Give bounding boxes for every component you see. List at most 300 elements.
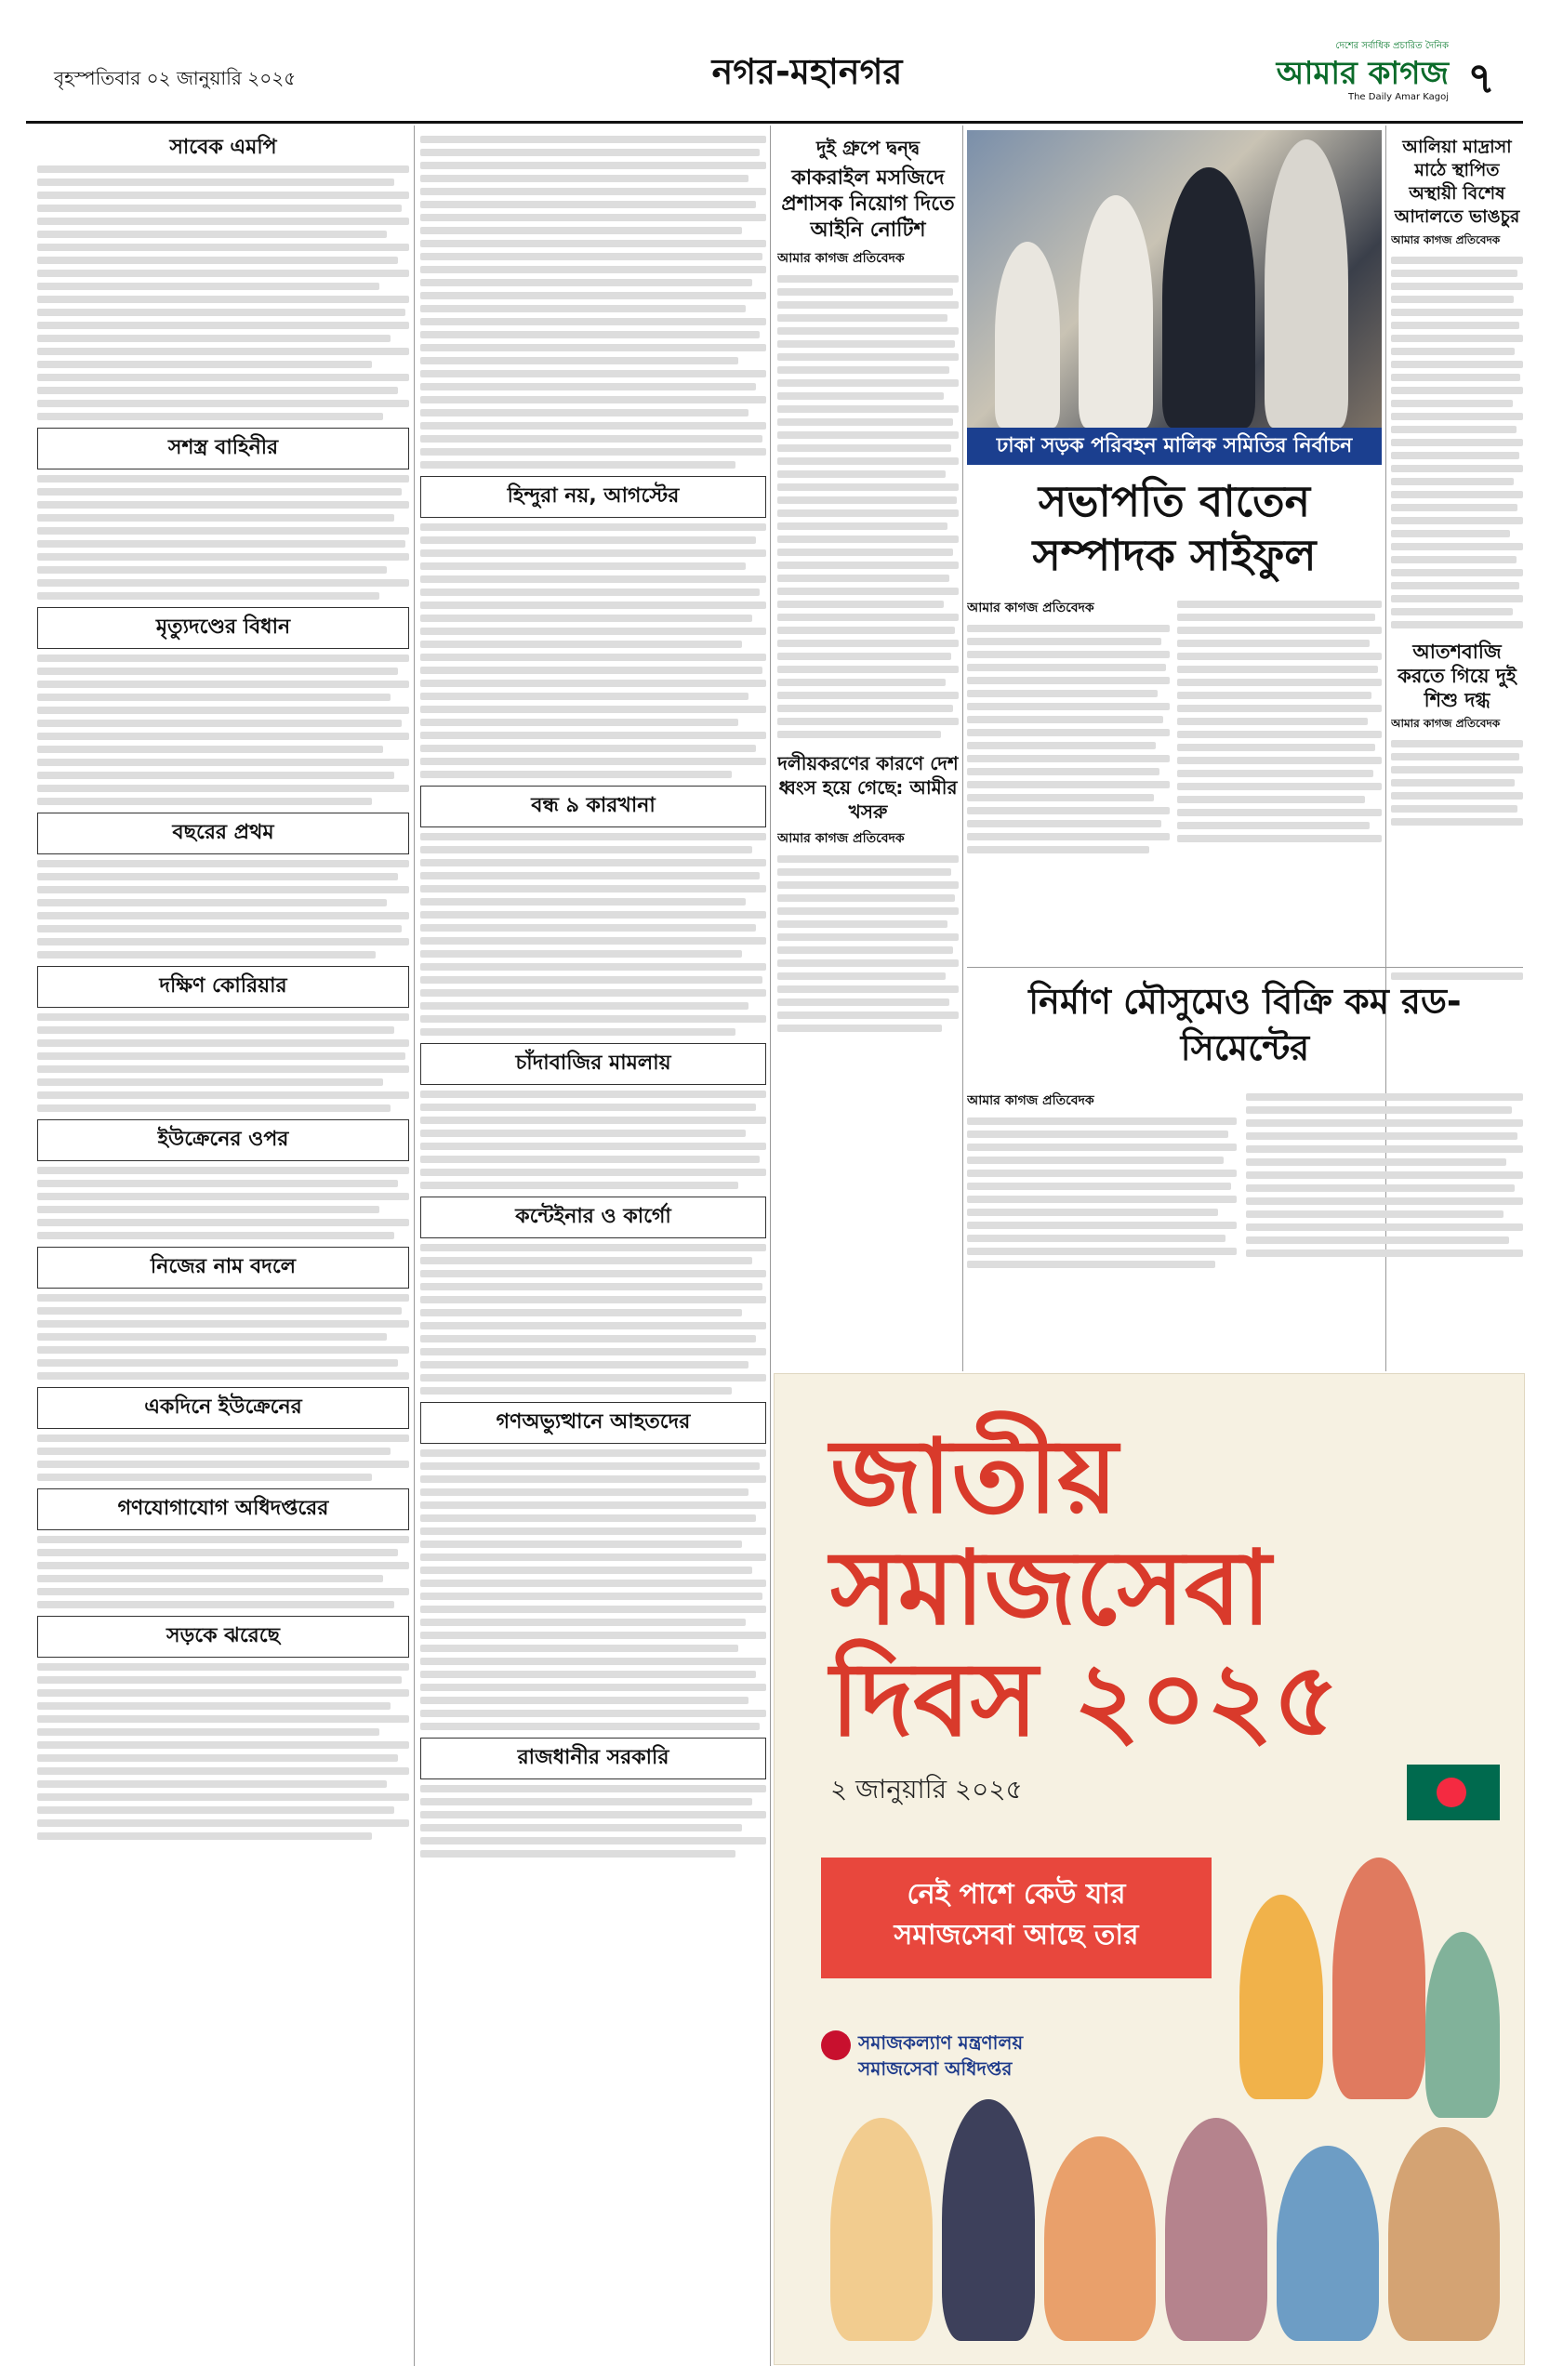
text-block bbox=[1177, 692, 1371, 699]
text-block bbox=[37, 681, 409, 688]
text-block bbox=[420, 1028, 735, 1036]
text-block bbox=[967, 755, 1170, 762]
text-block bbox=[37, 413, 383, 420]
text-block bbox=[1391, 556, 1517, 563]
photo-caption: ঢাকা সড়ক পরিবহন মালিক সমিতির নির্বাচন bbox=[967, 428, 1382, 465]
text-block bbox=[37, 374, 409, 381]
text-block bbox=[420, 214, 766, 221]
text-block bbox=[37, 798, 372, 805]
text-block bbox=[420, 1449, 766, 1457]
text-block bbox=[1391, 413, 1523, 420]
column-2 bbox=[420, 130, 766, 2366]
text-block bbox=[1391, 309, 1523, 316]
text-block bbox=[1391, 491, 1523, 498]
text-block bbox=[37, 335, 391, 342]
text-block bbox=[777, 868, 951, 876]
text-block bbox=[37, 1663, 409, 1671]
text-block bbox=[777, 314, 947, 322]
text-block bbox=[1177, 809, 1382, 816]
header-rule bbox=[26, 121, 1523, 124]
text-block bbox=[1177, 718, 1368, 725]
text-block bbox=[420, 1671, 756, 1678]
text-block bbox=[777, 679, 946, 686]
text-block bbox=[37, 1307, 402, 1315]
text-block bbox=[37, 1219, 409, 1226]
text-block bbox=[1177, 731, 1382, 738]
event-photo bbox=[967, 130, 1382, 465]
text-block bbox=[1391, 465, 1523, 472]
text-block bbox=[777, 483, 959, 491]
text-block bbox=[420, 1361, 749, 1368]
text-block bbox=[37, 283, 379, 290]
story-heading: দক্ষিণ কোরিয়ার bbox=[37, 966, 409, 1008]
text-block bbox=[37, 1333, 387, 1341]
text-block bbox=[1177, 653, 1382, 660]
text-block bbox=[37, 654, 409, 662]
text-block bbox=[1391, 387, 1523, 394]
text-block bbox=[420, 461, 735, 469]
text-block bbox=[1177, 640, 1370, 647]
text-block bbox=[420, 1798, 752, 1805]
text-block bbox=[1177, 744, 1375, 751]
byline: আমার কাগজ প্রতিবেদক bbox=[967, 601, 1094, 615]
government-emblem-icon bbox=[821, 2030, 851, 2060]
text-block bbox=[777, 666, 959, 673]
illustration-figure bbox=[830, 2118, 933, 2341]
text-block bbox=[420, 833, 766, 840]
story-heading: দলীয়করণের কারণে দেশ ধ্বংস হয়ে গেছে: আমীর খসরু bbox=[777, 752, 959, 823]
text-block bbox=[420, 344, 766, 351]
text-block bbox=[420, 357, 738, 364]
text-block bbox=[37, 1372, 409, 1380]
text-block bbox=[37, 527, 409, 535]
text-block bbox=[37, 938, 409, 945]
text-block bbox=[1391, 779, 1515, 787]
text-block bbox=[1177, 822, 1370, 829]
text-block bbox=[37, 925, 402, 932]
text-block bbox=[777, 1012, 959, 1019]
text-block bbox=[777, 549, 953, 556]
logo-tagline: দেশের সর্বাধিক প্রচারিত দৈনিক bbox=[1335, 41, 1449, 51]
text-block bbox=[967, 1130, 1228, 1138]
text-block bbox=[37, 592, 379, 600]
text-block bbox=[37, 178, 394, 186]
text-block bbox=[420, 615, 752, 622]
text-block bbox=[37, 1676, 402, 1684]
text-block bbox=[37, 1806, 394, 1814]
text-block bbox=[37, 192, 409, 199]
ad-department-name: সমাজসেবা অধিদপ্তর bbox=[858, 2057, 1013, 2080]
text-block bbox=[967, 1248, 1237, 1255]
text-block bbox=[420, 1309, 742, 1316]
text-block bbox=[420, 771, 732, 778]
text-block bbox=[420, 1374, 766, 1382]
column-3 bbox=[777, 130, 959, 1367]
text-block bbox=[420, 1824, 742, 1831]
text-block bbox=[420, 963, 766, 971]
text-block bbox=[37, 1206, 379, 1213]
text-block bbox=[37, 322, 409, 329]
text-block bbox=[967, 1222, 1237, 1229]
text-block bbox=[777, 470, 946, 478]
text-block bbox=[777, 1025, 942, 1032]
text-block bbox=[420, 1850, 735, 1858]
text-block bbox=[420, 422, 766, 430]
text-block bbox=[420, 448, 766, 456]
ad-title-line-1: জাতীয় bbox=[830, 1416, 1119, 1536]
text-block bbox=[420, 1567, 752, 1574]
text-block bbox=[37, 873, 398, 880]
text-block bbox=[37, 475, 409, 483]
newspaper-logo bbox=[1244, 39, 1449, 104]
byline: আমার কাগজ প্রতিবেদক bbox=[777, 831, 905, 846]
text-block bbox=[1177, 757, 1382, 764]
text-block bbox=[1391, 972, 1523, 980]
text-block bbox=[777, 855, 959, 863]
text-block bbox=[420, 693, 749, 700]
text-block bbox=[37, 1013, 409, 1021]
text-block bbox=[1391, 400, 1513, 407]
illustration-figure bbox=[1165, 2118, 1267, 2341]
text-block bbox=[37, 1232, 394, 1239]
text-block bbox=[777, 705, 953, 712]
text-block bbox=[420, 950, 742, 958]
text-block bbox=[777, 972, 946, 980]
text-block bbox=[967, 794, 1154, 801]
text-block bbox=[777, 522, 947, 530]
text-block bbox=[37, 912, 409, 919]
text-block bbox=[777, 379, 959, 387]
story-heading: আলিয়া মাদ্রাসা মাঠে স্থাপিত অস্থায়ী বিশেষ আদালতে ভাঙচুর bbox=[1394, 137, 1520, 227]
text-block bbox=[1177, 705, 1382, 712]
text-block bbox=[37, 694, 391, 701]
text-block bbox=[37, 361, 372, 368]
page-header bbox=[26, 26, 1523, 123]
text-block bbox=[420, 1104, 756, 1111]
text-block bbox=[37, 165, 409, 173]
text-block bbox=[37, 1346, 409, 1354]
text-block bbox=[37, 1715, 409, 1723]
text-block bbox=[1177, 679, 1382, 686]
text-block bbox=[37, 1435, 409, 1442]
story-heading: সড়কে ঝরেছে bbox=[37, 1616, 409, 1658]
text-block bbox=[420, 136, 766, 143]
text-block bbox=[420, 911, 766, 919]
text-block bbox=[37, 257, 398, 264]
text-block bbox=[420, 1540, 742, 1548]
text-block bbox=[777, 731, 941, 738]
text-block bbox=[1391, 740, 1523, 747]
illustration-figure bbox=[1239, 1895, 1323, 2099]
text-block bbox=[777, 881, 959, 889]
text-block bbox=[37, 309, 405, 316]
column-1 bbox=[37, 130, 409, 2366]
text-block bbox=[777, 907, 959, 915]
text-block bbox=[967, 742, 1156, 749]
text-block bbox=[37, 1461, 409, 1468]
text-block bbox=[967, 690, 1158, 697]
text-block bbox=[37, 1078, 383, 1086]
text-block bbox=[420, 1143, 766, 1150]
story-heading: হিন্দুরা নয়, আগস্টের bbox=[420, 476, 766, 518]
text-block bbox=[777, 588, 959, 595]
text-block bbox=[777, 444, 951, 452]
text-block bbox=[420, 549, 766, 557]
text-block bbox=[420, 1283, 762, 1290]
text-block bbox=[37, 1180, 398, 1187]
text-block bbox=[37, 1702, 391, 1710]
text-block bbox=[777, 431, 959, 439]
text-block bbox=[420, 885, 766, 892]
text-block bbox=[967, 781, 1170, 788]
text-block bbox=[37, 540, 405, 548]
text-block bbox=[420, 976, 762, 984]
text-block bbox=[967, 1117, 1237, 1125]
text-block bbox=[420, 279, 752, 286]
text-block bbox=[1391, 426, 1517, 433]
text-block bbox=[420, 1182, 738, 1189]
text-block bbox=[420, 706, 766, 713]
text-block bbox=[420, 1335, 756, 1342]
text-block bbox=[37, 746, 383, 753]
text-block bbox=[420, 149, 760, 156]
text-block bbox=[420, 305, 746, 312]
ad-title bbox=[830, 1416, 1340, 1759]
text-block bbox=[37, 1026, 394, 1034]
text-block bbox=[420, 680, 766, 687]
text-block bbox=[37, 860, 409, 867]
text-block bbox=[420, 1296, 766, 1303]
text-block bbox=[967, 807, 1170, 814]
text-block bbox=[420, 370, 766, 377]
text-block bbox=[37, 1767, 409, 1775]
text-block bbox=[777, 614, 959, 621]
story-heading: কাকরাইল মসজিদে প্রশাসক নিয়োগ দিতে আইনি নোটিশ bbox=[781, 166, 955, 242]
text-block bbox=[967, 716, 1163, 723]
text-block bbox=[1177, 614, 1375, 621]
text-block bbox=[420, 536, 756, 544]
text-block bbox=[1391, 504, 1517, 511]
text-block bbox=[37, 1562, 409, 1569]
text-block bbox=[420, 1785, 766, 1792]
text-block bbox=[967, 638, 1161, 645]
text-block bbox=[420, 162, 766, 169]
text-block bbox=[777, 301, 959, 309]
text-block bbox=[1177, 796, 1365, 803]
text-block bbox=[1391, 792, 1523, 800]
ad-title-line-2: সমাজসেবা bbox=[830, 1527, 1272, 1647]
text-block bbox=[1391, 296, 1514, 303]
social-service-day-ad bbox=[774, 1373, 1525, 2365]
text-block bbox=[420, 1606, 766, 1613]
story-heading: বন্ধ ৯ কারখানা bbox=[420, 786, 766, 827]
text-block bbox=[420, 409, 749, 416]
text-block bbox=[1391, 543, 1523, 550]
text-block bbox=[420, 1837, 766, 1844]
text-block bbox=[37, 231, 387, 238]
ad-ministry-name: সমাজকল্যাণ মন্ত্রণালয় bbox=[858, 2031, 1024, 2054]
text-block bbox=[420, 667, 762, 674]
text-block bbox=[37, 720, 402, 727]
text-block bbox=[1391, 608, 1513, 615]
text-block bbox=[420, 1580, 766, 1587]
text-block bbox=[1177, 666, 1378, 673]
text-block bbox=[37, 205, 402, 212]
text-block bbox=[967, 1183, 1231, 1190]
text-block bbox=[420, 1015, 766, 1023]
text-block bbox=[420, 872, 760, 879]
construction-headline: নির্মাণ মৌসুমেও বিক্রি কম রড-সিমেন্টের bbox=[1028, 981, 1462, 1068]
text-block bbox=[37, 348, 409, 355]
text-block bbox=[1391, 517, 1523, 524]
text-block bbox=[420, 628, 766, 635]
text-block bbox=[777, 692, 959, 699]
text-block bbox=[420, 435, 762, 443]
ad-title-line-3: দিবস ২০২৫ bbox=[830, 1639, 1340, 1759]
text-block bbox=[420, 575, 766, 583]
text-block bbox=[420, 1811, 766, 1818]
text-block bbox=[420, 396, 766, 403]
text-block bbox=[37, 1294, 409, 1302]
text-block bbox=[37, 759, 409, 766]
byline: আমার কাগজ প্রতিবেদক bbox=[1391, 233, 1501, 246]
text-block bbox=[967, 833, 1170, 840]
text-block bbox=[420, 588, 760, 596]
story-heading: চাঁদাবাজির মামলায় bbox=[420, 1043, 766, 1085]
text-block bbox=[420, 523, 766, 531]
text-block bbox=[37, 1320, 409, 1328]
text-block bbox=[420, 1527, 766, 1535]
text-block bbox=[777, 640, 959, 647]
text-block bbox=[967, 1144, 1237, 1151]
text-block bbox=[37, 1793, 409, 1801]
text-block bbox=[420, 758, 766, 765]
text-block bbox=[37, 244, 409, 251]
text-block bbox=[1177, 783, 1382, 790]
text-block bbox=[420, 937, 766, 945]
text-block bbox=[777, 509, 959, 517]
text-block bbox=[37, 1689, 409, 1697]
column-divider bbox=[770, 126, 771, 2366]
text-block bbox=[777, 366, 949, 374]
text-block bbox=[420, 175, 749, 182]
column-5 bbox=[1391, 130, 1523, 967]
text-block bbox=[37, 1474, 372, 1481]
story-kicker: দুই গ্রুপে দ্বন্দ্ব bbox=[815, 137, 920, 159]
text-block bbox=[37, 733, 409, 740]
text-block bbox=[1391, 621, 1523, 628]
text-block bbox=[37, 1754, 398, 1762]
text-block bbox=[37, 566, 387, 574]
text-block bbox=[420, 898, 746, 906]
ad-slogan-line-1: নেই পাশে কেউ যার bbox=[907, 1878, 1126, 1911]
text-block bbox=[420, 1387, 732, 1395]
text-block bbox=[777, 946, 953, 954]
text-block bbox=[1391, 818, 1523, 826]
illustration-figure bbox=[1277, 2146, 1379, 2341]
story-heading: আতশবাজি করতে গিয়ে দুই শিশু দগ্ধ bbox=[1398, 641, 1517, 711]
text-block bbox=[420, 292, 766, 299]
text-block bbox=[967, 1261, 1215, 1268]
text-block bbox=[37, 579, 409, 587]
person-figure bbox=[1162, 167, 1255, 428]
text-block bbox=[37, 1819, 409, 1827]
text-block bbox=[37, 1052, 405, 1060]
text-block bbox=[1391, 530, 1510, 537]
text-block bbox=[420, 1462, 760, 1470]
main-headline: সভাপতি বাতেন সম্পাদক সাইফুল bbox=[1032, 476, 1317, 580]
text-block bbox=[967, 820, 1161, 827]
text-block bbox=[37, 1601, 394, 1608]
text-block bbox=[1391, 595, 1523, 602]
text-block bbox=[420, 1554, 766, 1561]
text-block bbox=[777, 601, 944, 608]
text-block bbox=[37, 1741, 409, 1749]
text-block bbox=[420, 745, 756, 752]
text-block bbox=[37, 899, 387, 906]
text-block bbox=[777, 327, 959, 335]
text-block bbox=[37, 1728, 379, 1736]
text-block bbox=[420, 1710, 766, 1717]
text-block bbox=[37, 270, 409, 277]
text-block bbox=[37, 1065, 409, 1073]
text-block bbox=[420, 1723, 760, 1730]
illustration-figure bbox=[942, 2099, 1035, 2341]
text-block bbox=[37, 707, 409, 714]
illustration-figure bbox=[1425, 1932, 1500, 2118]
text-block bbox=[967, 625, 1170, 632]
text-block bbox=[1391, 335, 1523, 342]
text-block bbox=[420, 1002, 749, 1010]
story-heading: কন্টেইনার ও কার্গো bbox=[420, 1197, 766, 1238]
text-block bbox=[967, 1235, 1225, 1242]
text-block bbox=[420, 732, 766, 739]
text-block bbox=[1177, 627, 1382, 634]
text-block bbox=[420, 1514, 756, 1522]
page-number: ৭ bbox=[1467, 53, 1495, 103]
text-block bbox=[1391, 348, 1515, 355]
text-block bbox=[967, 703, 1170, 710]
text-block bbox=[420, 1501, 766, 1509]
byline: আমার কাগজ প্রতিবেদক bbox=[1391, 717, 1501, 730]
text-block bbox=[1177, 835, 1382, 842]
construction-col-a bbox=[967, 1088, 1237, 1367]
text-block bbox=[420, 188, 766, 195]
text-block bbox=[777, 933, 959, 941]
text-block bbox=[777, 985, 959, 993]
logo-name: আমার কাগজ bbox=[1276, 55, 1449, 92]
column-5-lower bbox=[1391, 967, 1523, 1367]
text-block bbox=[37, 1193, 409, 1200]
text-block bbox=[420, 602, 766, 609]
column-divider bbox=[962, 126, 963, 1371]
text-block bbox=[1391, 283, 1523, 290]
story-heading: গণঅভ্যুত্থানে আহতদের bbox=[420, 1402, 766, 1444]
text-block bbox=[37, 1575, 383, 1582]
text-block bbox=[420, 201, 756, 208]
text-block bbox=[420, 1270, 766, 1277]
text-block bbox=[420, 924, 756, 932]
text-block bbox=[1391, 805, 1517, 813]
text-block bbox=[1177, 601, 1382, 608]
text-block bbox=[420, 1322, 766, 1329]
text-block bbox=[777, 418, 953, 426]
text-block bbox=[420, 240, 766, 247]
person-figure bbox=[1079, 195, 1153, 428]
section-title: নগর-মহানগর bbox=[711, 51, 903, 92]
story-heading: সশস্ত্র বাহিনীর bbox=[37, 428, 409, 469]
story-heading: গণযোগাযোগ অধিদপ্তরের bbox=[37, 1488, 409, 1530]
